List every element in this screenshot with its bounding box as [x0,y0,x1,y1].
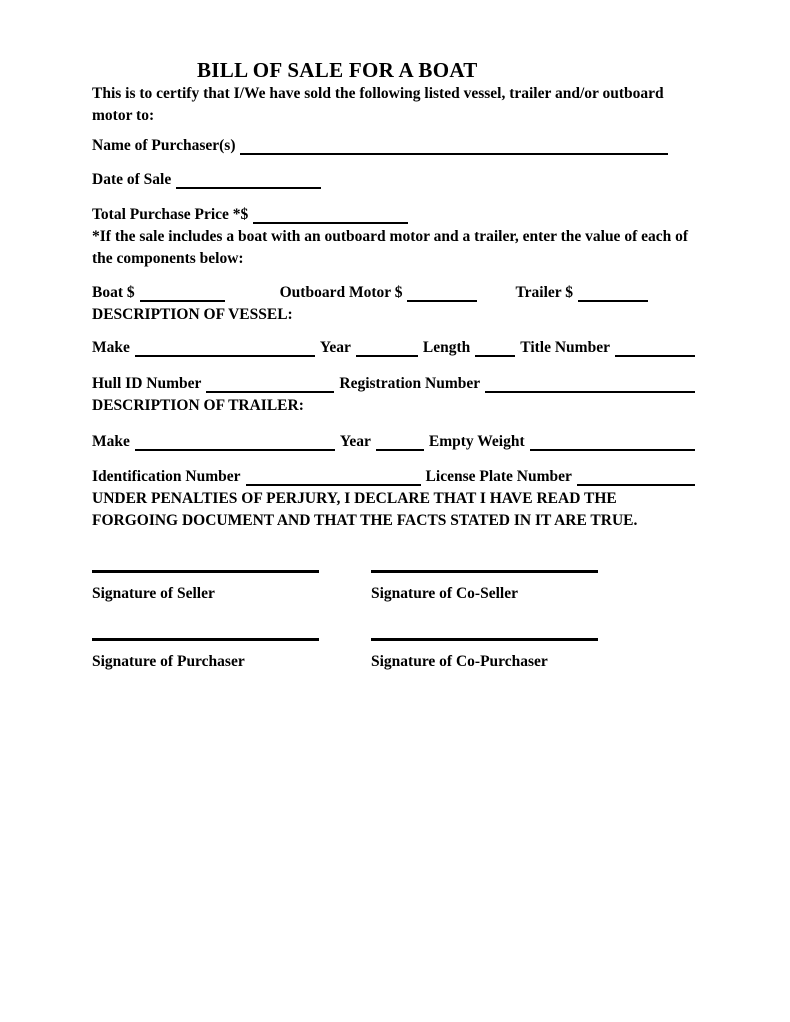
seller-signature-block [92,570,319,605]
co-seller-signature-line[interactable] [371,570,598,573]
purchaser-name-label: Name of Purchaser(s) [92,137,236,154]
purchaser-name-field[interactable] [240,138,668,155]
license-plate-label: License Plate Number [425,468,572,485]
registration-number-field[interactable] [485,376,695,393]
intro-paragraph: This is to certify that I/We have sold the following listed vessel, trailer and/or outboard motor to: [92,85,664,124]
vessel-make-field[interactable] [135,340,315,357]
total-price-label: Total Purchase Price *$ [92,206,249,223]
page-title: BILL OF SALE FOR A BOAT [197,58,478,82]
hull-id-field[interactable] [206,376,334,393]
co-seller-signature-label: Signature of Co-Seller [371,585,518,602]
vessel-length-label: Length [422,339,471,356]
purchaser-signature-row [92,638,695,673]
co-purchaser-signature-line[interactable] [371,638,598,641]
trailer-make-row [92,431,695,453]
trailer-identification-row [92,466,695,488]
vessel-length-field[interactable] [475,340,515,357]
date-of-sale-field[interactable] [176,172,321,189]
vessel-make-label: Make [92,339,130,356]
trailer-value-label: Trailer $ [515,284,574,301]
co-seller-signature-block [371,570,598,605]
trailer-year-field[interactable] [376,434,424,451]
identification-number-label: Identification Number [92,468,241,485]
date-of-sale-label: Date of Sale [92,171,172,188]
license-plate-field[interactable] [577,469,695,486]
vessel-title-number-field[interactable] [615,340,695,357]
motor-value-label: Outboard Motor $ [279,284,403,301]
trailer-section-heading: DESCRIPTION OF TRAILER: [92,397,304,414]
component-values-row [92,282,695,304]
vessel-year-label: Year [319,339,351,356]
vessel-hull-row [92,373,695,395]
trailer-make-label: Make [92,433,130,450]
purchaser-signature-label: Signature of Purchaser [92,653,245,670]
identification-number-field[interactable] [246,469,421,486]
co-purchaser-signature-label: Signature of Co-Purchaser [371,653,548,670]
seller-signature-label: Signature of Seller [92,585,215,602]
perjury-statement: UNDER PENALTIES OF PERJURY, I DECLARE THAT I HAVE READ THE FORGOING DOCUMENT AND THAT THE FACTS STATED IN IT ARE TRUE. [92,490,638,529]
empty-weight-field[interactable] [530,434,695,451]
trailer-make-field[interactable] [135,434,335,451]
date-of-sale-row [92,169,695,191]
vessel-title-number-label: Title Number [520,339,610,356]
hull-id-label: Hull ID Number [92,375,202,392]
boat-value-field[interactable] [140,285,225,302]
component-note-paragraph: *If the sale includes a boat with an outboard motor and a trailer, enter the value of each of the components below: [92,228,689,267]
purchaser-signature-block [92,638,319,673]
seller-signature-row [92,570,695,605]
co-purchaser-signature-block [371,638,598,673]
total-price-field[interactable] [253,207,408,224]
purchaser-name-row [92,135,695,157]
empty-weight-label: Empty Weight [428,433,525,450]
registration-number-label: Registration Number [339,375,481,392]
vessel-section-heading: DESCRIPTION OF VESSEL: [92,306,293,323]
total-price-row [92,204,695,226]
purchaser-signature-line[interactable] [92,638,319,641]
trailer-value-field[interactable] [578,285,648,302]
seller-signature-line[interactable] [92,570,319,573]
trailer-year-label: Year [339,433,371,450]
boat-value-label: Boat $ [92,284,135,301]
vessel-year-field[interactable] [356,340,418,357]
motor-value-field[interactable] [407,285,477,302]
vessel-make-row [92,337,695,359]
